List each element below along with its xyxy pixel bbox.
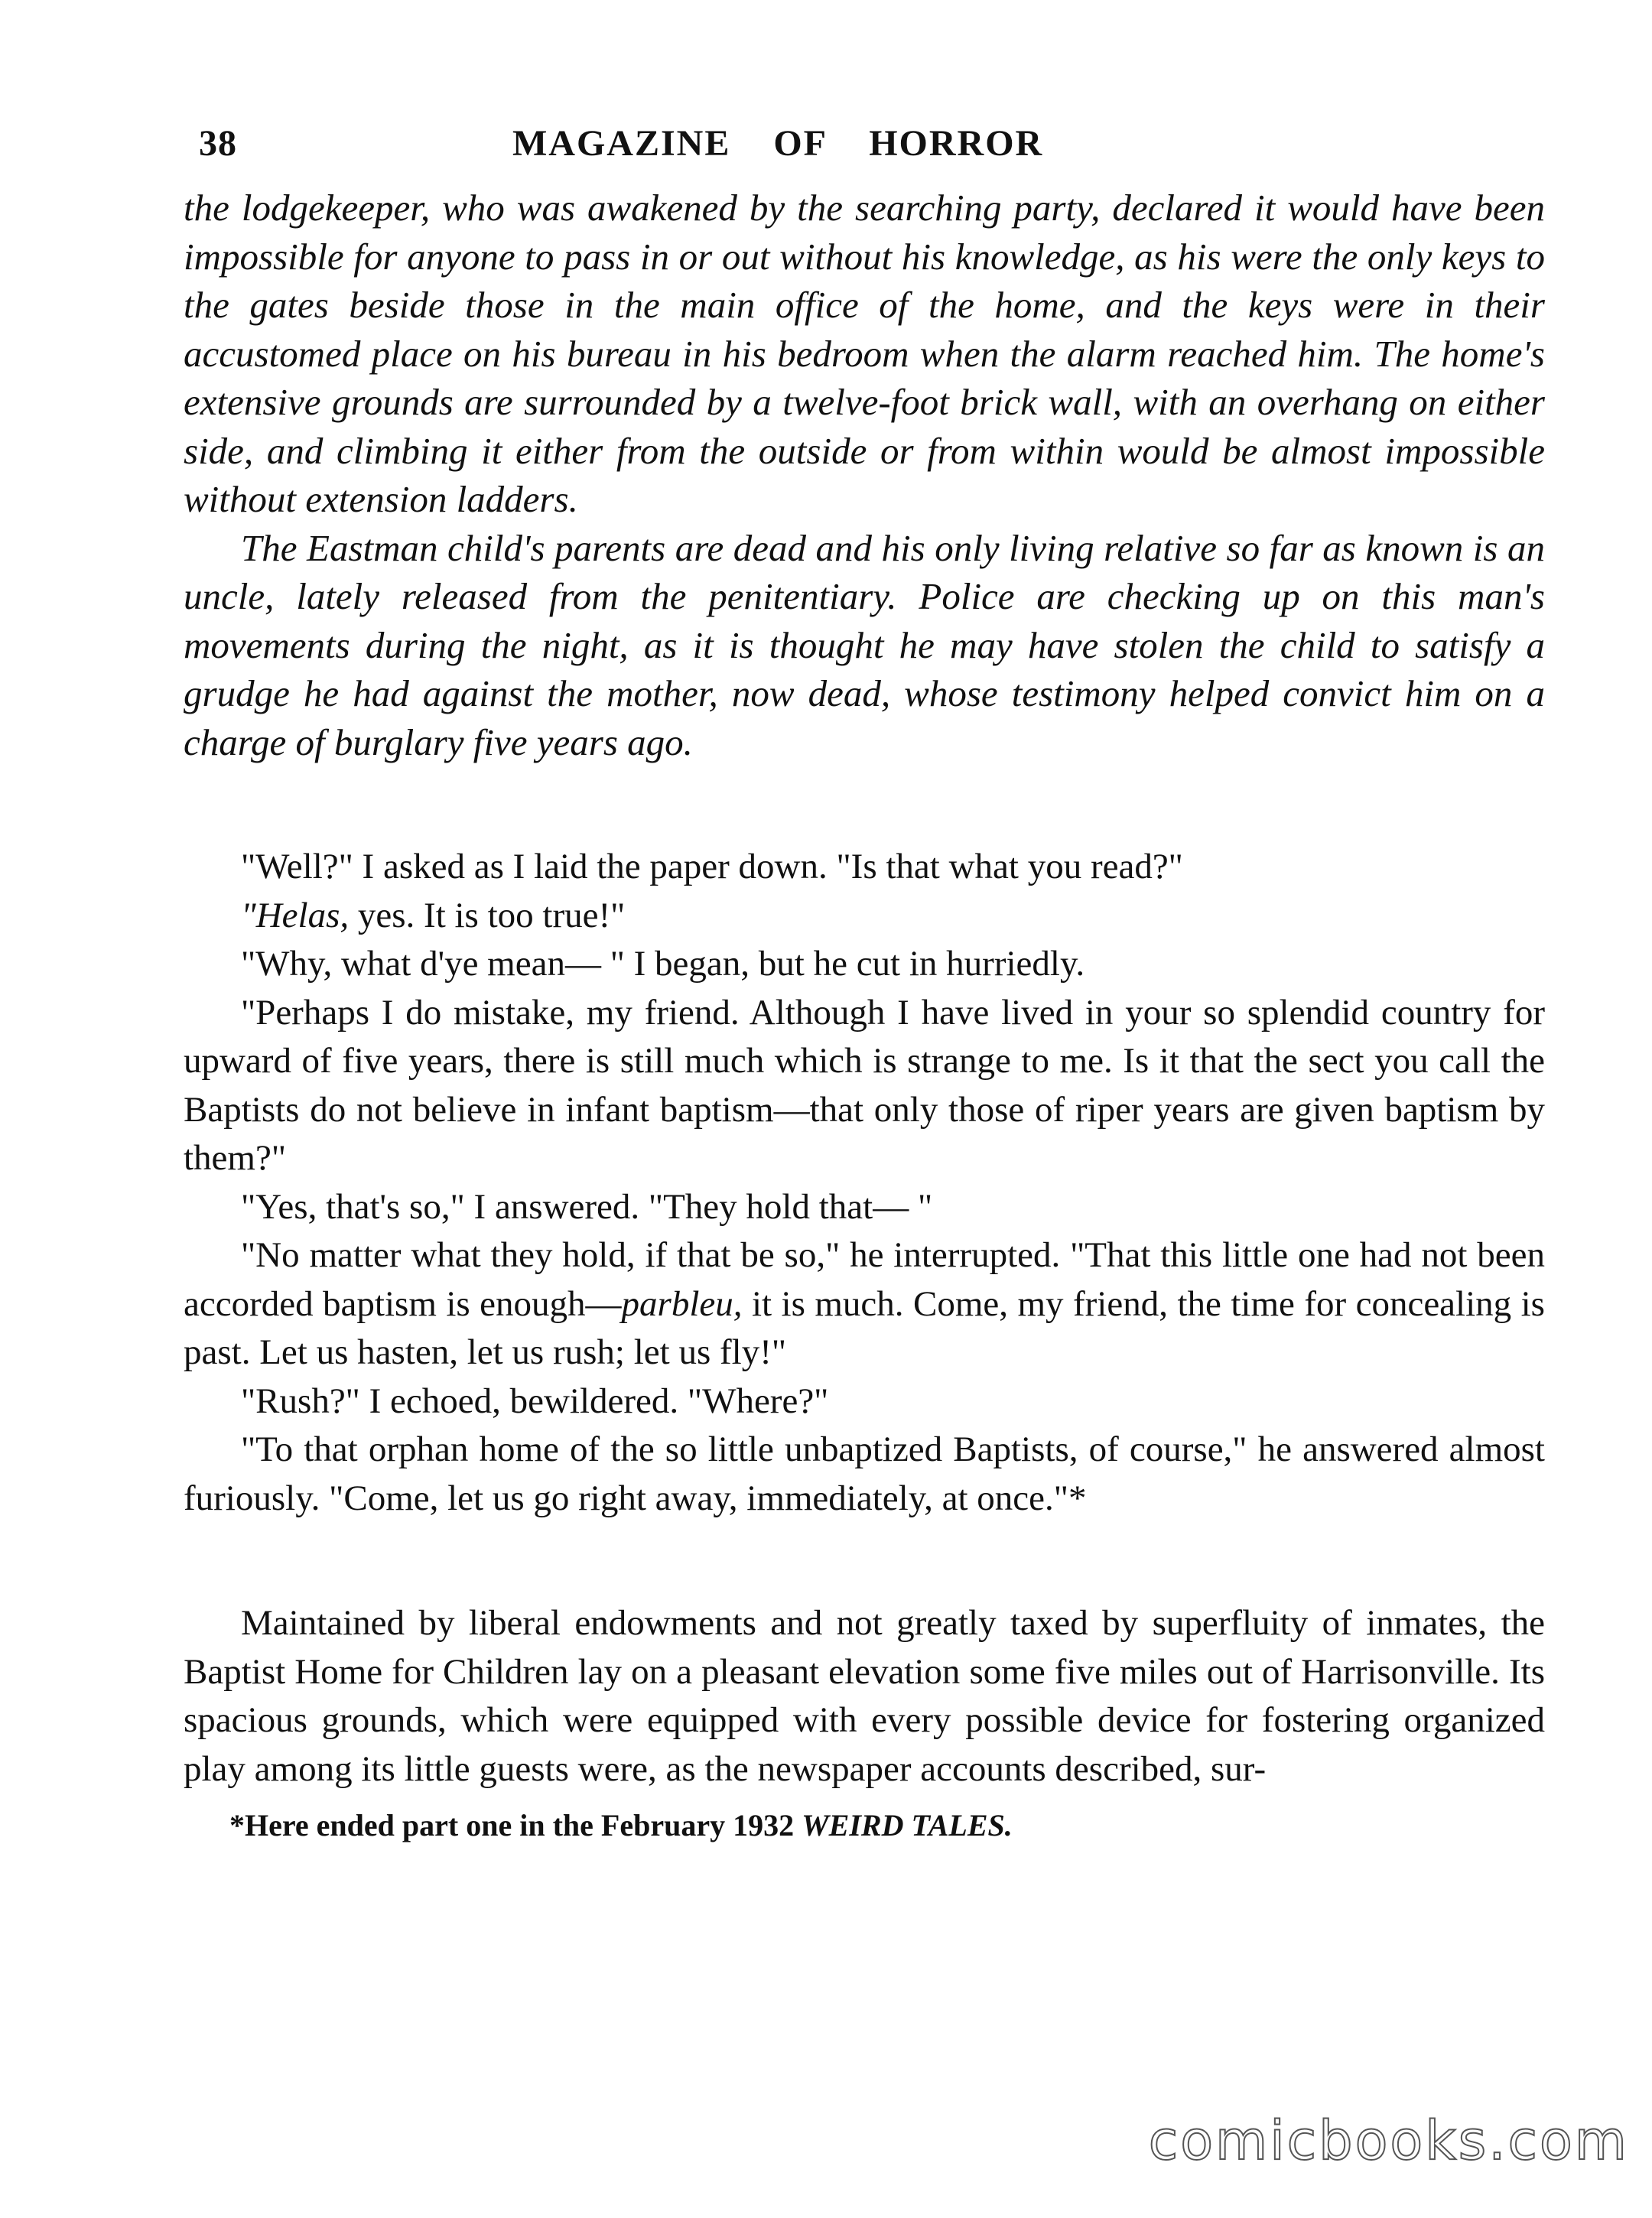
dialogue-text: "No matter what they hold, if that be so," he interrupted. "That this little one had not been accorded baptism is enough—: [184, 1235, 1545, 1324]
dialogue-text: it is much. Come, my friend, the time for concealing is past. Let us hasten, let us rush; let us fly!": [184, 1283, 1545, 1372]
dialogue-paragraph: [184, 1231, 1545, 1377]
clipping-paragraph: The Eastman child's parents are dead and his only living relative so far as known is an uncle, lately released from the penitentiary. Police are checking up on this man's movements during the night, as it is thought he may have stolen the child to satisfy a grudge he had against the mother, now dead, whose testimony helped convict him on a charge of burglary five years ago.: [184, 526, 1545, 763]
dialogue-paragraph: "Perhaps I do mistake, my friend. Although I have lived in your so splendid country for upward of five years, there is still much which is strange to me. Is it that the sect you call the Baptists do not believe in infant baptism—that only those of riper years are given baptism by them?": [184, 992, 1545, 1178]
dialogue-paragraph: "Rush?" I echoed, bewildered. "Where?": [241, 1381, 829, 1421]
dialogue-paragraph: [184, 892, 1545, 941]
newspaper-clipping: [184, 184, 1545, 766]
magazine-page: [184, 115, 1545, 1843]
footnote-text: *Here ended part one in the February 1932: [229, 1808, 802, 1842]
watermark-logo: comicbooks.com: [1148, 2109, 1629, 2172]
italic-word: parbleu,: [621, 1283, 743, 1324]
magazine-title: MAGAZINE OF HORROR: [512, 123, 1044, 164]
narrative-paragraph: Maintained by liberal endowments and not greatly taxed by superfluity of inmates, the Baptist Home for Children lay on a pleasant elevation some five miles out of Harrisonville. Its spacious grounds, which were equipped with every possible device for fostering organized play among its little guests were, as the newspaper accounts described, sur-: [184, 1603, 1545, 1789]
narrative-section: [184, 1599, 1545, 1794]
page-header: [184, 115, 1545, 184]
italic-word: "Helas,: [241, 895, 350, 935]
footnote: [184, 1807, 1545, 1843]
dialogue-section: [184, 843, 1545, 1523]
dialogue-paragraph: "To that orphan home of the so little unbaptized Baptists, of course," he answered almost furiously. "Come, let us go right away, immediately, at once."*: [184, 1429, 1545, 1518]
clipping-paragraph: the lodgekeeper, who was awakened by the searching party, declared it would have been impossible for anyone to pass in or out without his knowledge, as his were the only keys to the gates beside those in the main office of the home, and the keys were in their accustomed place on his bureau in his bedroom when the alarm reached him. The home's extensive grounds are surrounded by a twelve-foot brick wall, with an overhang on either side, and climbing it either from the outside or from within would be almost impossible without extension ladders.: [184, 187, 1545, 520]
page-number: 38: [199, 123, 237, 164]
dialogue-paragraph: "Why, what d'ye mean— " I began, but he cut in hurriedly.: [241, 944, 1085, 984]
footnote-magazine-name: WEIRD TALES.: [802, 1808, 1013, 1842]
dialogue-paragraph: "Well?" I asked as I laid the paper down. "Is that what you read?": [241, 847, 1183, 886]
dialogue-paragraph: "Yes, that's so," I answered. "They hold that— ": [241, 1186, 933, 1227]
dialogue-text: yes. It is too true!": [349, 895, 626, 935]
